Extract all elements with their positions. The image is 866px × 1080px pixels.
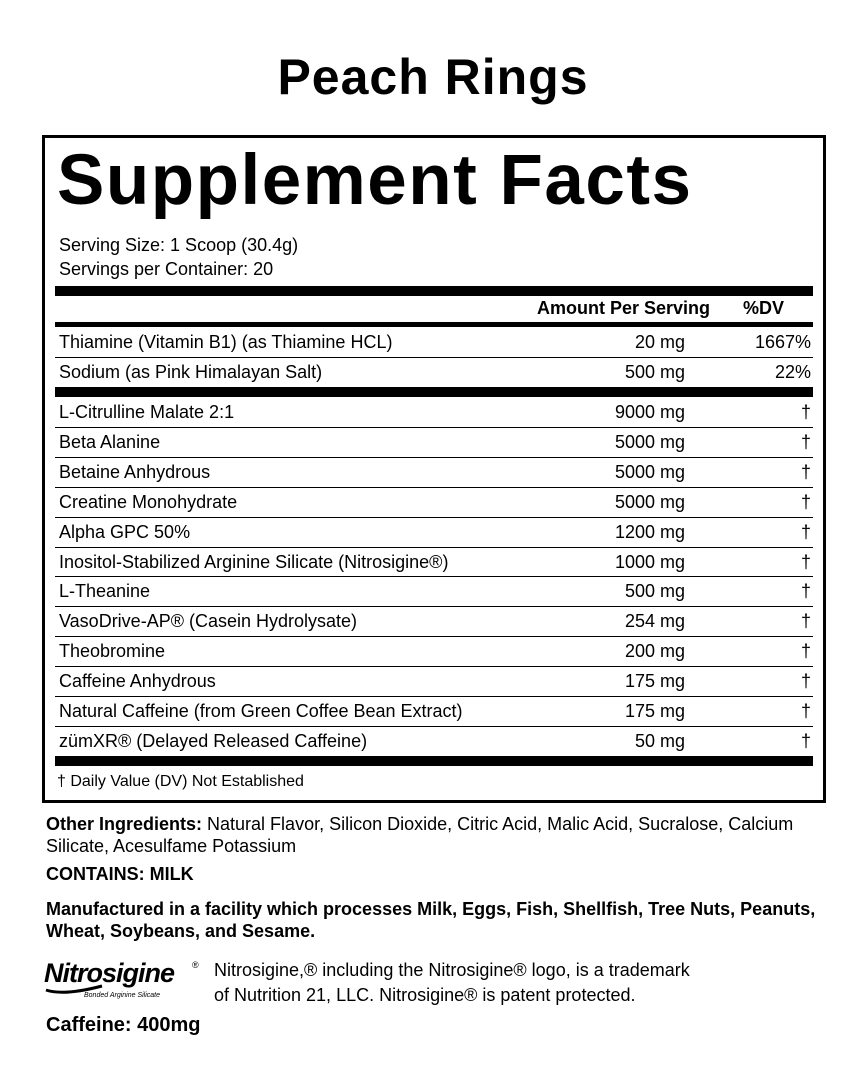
- nutrient-row: [55, 576, 813, 606]
- nutrient-name: Thiamine (Vitamin B1) (as Thiamine HCL): [59, 332, 393, 352]
- nutrient-dv: †: [800, 461, 811, 482]
- nutrient-name: L-Citrulline Malate 2:1: [59, 402, 235, 422]
- nutrient-row: [55, 696, 813, 726]
- nutrient-name: Alpha GPC 50%: [59, 521, 191, 542]
- nutrient-row: [55, 666, 813, 696]
- other-ingredients-label: Other Ingredients:: [46, 814, 203, 834]
- supplement-facts-panel: [42, 135, 826, 803]
- nutrient-dv: †: [800, 641, 811, 662]
- nutrient-row: [55, 397, 813, 427]
- nutrient-name: Theobromine: [59, 641, 166, 662]
- nutrient-amount: 175 mg: [624, 671, 685, 692]
- nutrient-amount: 1000 mg: [614, 551, 685, 572]
- nutrient-row: [55, 726, 813, 756]
- nutrient-dv: †: [800, 551, 811, 572]
- nutrient-dv: †: [800, 581, 811, 602]
- logo-registered-mark: ®: [192, 960, 199, 970]
- thick-divider-bottom: [55, 756, 813, 766]
- contains-statement: CONTAINS: MILK: [46, 864, 194, 884]
- header-dv: %DV: [743, 298, 785, 318]
- nutrient-name: L-Theanine: [59, 581, 151, 602]
- nutrient-dv: †: [800, 730, 811, 751]
- product-name: Peach Rings: [277, 49, 589, 105]
- nutrient-dv: 22%: [774, 362, 811, 382]
- nitrosigine-logo: [44, 958, 204, 1006]
- header-amount: Amount Per Serving: [537, 298, 711, 318]
- logo-wordmark: Nitrosigine: [44, 958, 175, 988]
- nutrient-dv: 1667%: [754, 332, 811, 352]
- nutrient-dv: †: [800, 701, 811, 721]
- nutrient-row: [55, 357, 813, 387]
- serving-size: Serving Size: 1 Scoop (30.4g): [59, 235, 299, 255]
- nutrient-amount: 175 mg: [624, 701, 685, 721]
- other-ingredients: [46, 813, 826, 857]
- nutrient-row: [55, 547, 813, 577]
- nutrient-amount: 1200 mg: [614, 521, 685, 542]
- nutrient-amount: 9000 mg: [614, 402, 685, 422]
- nutrient-dv: †: [800, 611, 811, 632]
- nutrient-amount: 500 mg: [624, 362, 685, 382]
- nutrient-name: Sodium (as Pink Himalayan Salt): [59, 362, 323, 382]
- nutrient-dv: †: [800, 671, 811, 692]
- nutrient-row: [55, 427, 813, 457]
- nutrient-name: Creatine Monohydrate: [59, 491, 238, 512]
- nutrient-amount: 5000 mg: [614, 431, 685, 452]
- nutrient-name: Betaine Anhydrous: [59, 461, 211, 482]
- nutrient-row: [55, 487, 813, 517]
- panel-title: Supplement Facts: [57, 141, 693, 220]
- nutrient-name: Beta Alanine: [59, 431, 161, 452]
- nutrient-amount: 50 mg: [634, 730, 685, 751]
- nutrient-row: [55, 517, 813, 547]
- nutrient-dv: †: [800, 431, 811, 452]
- nutrient-amount: 200 mg: [624, 641, 685, 662]
- nutrient-row: [55, 457, 813, 487]
- nutrient-amount: 5000 mg: [614, 461, 685, 482]
- other-ingredients-list: Natural Flavor, Silicon Dioxide, Citric Acid, Malic Acid, Sucralose, Calcium Silicate, Acesulfame Potassium: [46, 814, 794, 856]
- allergen-statement: Manufactured in a facility which processes Milk, Eggs, Fish, Shellfish, Tree Nuts, Peanuts, Wheat, Soybeans, and Sesame.: [46, 899, 816, 941]
- trademark-line-2: of Nutrition 21, LLC. Nitrosigine® is patent protected.: [214, 985, 636, 1005]
- footnote: † Daily Value (DV) Not Established: [57, 773, 304, 790]
- nutrient-row: [55, 636, 813, 666]
- nutrient-dv: †: [800, 402, 811, 422]
- nutrient-name: Caffeine Anhydrous: [59, 671, 216, 692]
- nutrient-amount: 20 mg: [634, 332, 685, 352]
- nutrient-name: VasoDrive-AP® (Casein Hydrolysate): [59, 611, 358, 632]
- servings-per-container: Servings per Container: 20: [59, 259, 274, 279]
- trademark-notice: [214, 958, 774, 1008]
- nutrient-row: [55, 327, 813, 357]
- trademark-line-1: Nitrosigine,® including the Nitrosigine® logo, is a trademark: [214, 960, 690, 980]
- caffeine-total: Caffeine: 400mg: [46, 1014, 201, 1036]
- thick-divider-mid: [55, 387, 813, 397]
- nutrient-name: Natural Caffeine (from Green Coffee Bean Extract): [59, 701, 463, 721]
- logo-tagline: Bonded Arginine Silicate: [84, 992, 161, 999]
- nutrient-dv: †: [800, 521, 811, 542]
- nutrient-name: Inositol-Stabilized Arginine Silicate (Nitrosigine®): [59, 551, 449, 572]
- nutrient-dv: †: [800, 491, 811, 512]
- nutrient-row: [55, 606, 813, 636]
- nutrient-name: zümXR® (Delayed Released Caffeine): [59, 730, 368, 751]
- thick-divider-top: [55, 286, 813, 296]
- nutrient-amount: 500 mg: [624, 581, 685, 602]
- nutrient-amount: 254 mg: [624, 611, 685, 632]
- nutrient-amount: 5000 mg: [614, 491, 685, 512]
